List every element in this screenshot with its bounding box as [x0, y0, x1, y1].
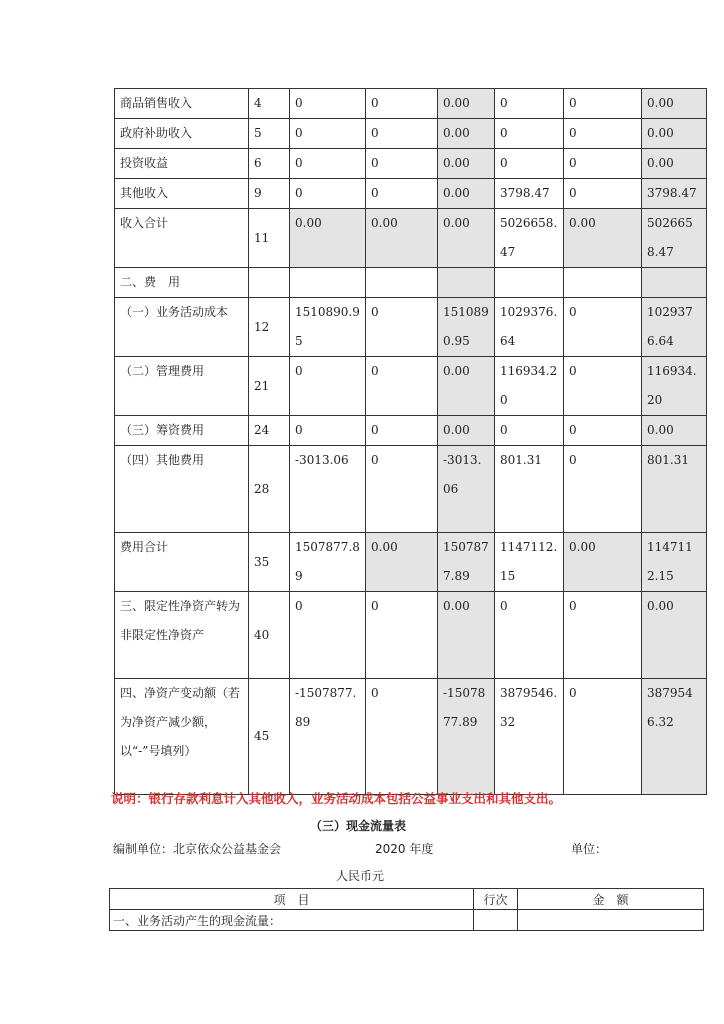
table-row	[115, 679, 707, 795]
cell-c5: 0	[564, 89, 642, 119]
cell-c2: 0	[366, 89, 438, 119]
cell-c1: 0	[290, 119, 366, 149]
line-number: 12	[249, 298, 290, 357]
cell-c3: 0.00	[438, 89, 495, 119]
cell-c6: 1147112.15	[642, 533, 707, 592]
cell-c4: 5026658.47	[495, 209, 564, 268]
line-number: 24	[249, 416, 290, 446]
cell-c3: 0.00	[438, 357, 495, 416]
table-row	[115, 298, 707, 357]
cell-c4: 3879546.32	[495, 679, 564, 795]
row-label: 其他收入	[115, 179, 249, 209]
line-number: 6	[249, 149, 290, 179]
cell-c1: 0	[290, 89, 366, 119]
cell-c2: 0	[366, 119, 438, 149]
table-header-row	[110, 889, 704, 910]
cash-flow-row-line	[474, 910, 518, 931]
cash-flow-row-label: 一、业务活动产生的现金流量：	[110, 910, 474, 931]
line-number	[249, 268, 290, 298]
cash-flow-title: （三）现金流量表	[310, 819, 407, 833]
cell-c4: 0	[495, 89, 564, 119]
cell-c2: 0	[366, 679, 438, 795]
row-label: 商品销售收入	[115, 89, 249, 119]
cell-c1: 0	[290, 357, 366, 416]
cell-c3: 0.00	[438, 416, 495, 446]
row-label: 投资收益	[115, 149, 249, 179]
cell-c3: 0.00	[438, 149, 495, 179]
row-label: （三）筹资费用	[115, 416, 249, 446]
table-row	[115, 209, 707, 268]
cell-c2: 0	[366, 179, 438, 209]
cell-c3: 0.00	[438, 209, 495, 268]
table-row	[115, 446, 707, 533]
line-number: 5	[249, 119, 290, 149]
cell-c5: 0	[564, 446, 642, 533]
cash-flow-table	[109, 888, 704, 931]
table-row	[115, 179, 707, 209]
cell-c4: 0	[495, 416, 564, 446]
cell-c5: 0	[564, 416, 642, 446]
cell-c1: 0	[290, 416, 366, 446]
cash-flow-row-amount	[518, 910, 704, 931]
cell-c4: 3798.47	[495, 179, 564, 209]
cell-c4: 1147112.15	[495, 533, 564, 592]
cell-c4: 0	[495, 149, 564, 179]
cell-c1	[290, 268, 366, 298]
cell-c3: -3013.06	[438, 446, 495, 533]
cell-c2: 0	[366, 446, 438, 533]
table-row	[115, 89, 707, 119]
cell-c3: 1510890.95	[438, 298, 495, 357]
table-row	[115, 149, 707, 179]
cell-c2: 0	[366, 298, 438, 357]
cell-c1: 0	[290, 149, 366, 179]
row-label: 二、费 用	[115, 268, 249, 298]
cell-c3: 0.00	[438, 119, 495, 149]
table-row	[115, 119, 707, 149]
cell-c6: 0.00	[642, 592, 707, 679]
line-number: 45	[249, 679, 290, 795]
header-line: 行次	[474, 889, 518, 910]
unit-label: 单位：	[571, 842, 608, 856]
cell-c2: 0	[366, 357, 438, 416]
row-label: （二）管理费用	[115, 357, 249, 416]
line-number: 35	[249, 533, 290, 592]
cell-c5: 0.00	[564, 533, 642, 592]
line-number: 40	[249, 592, 290, 679]
table-row	[115, 357, 707, 416]
line-number: 9	[249, 179, 290, 209]
report-year: 2020 年度	[375, 842, 434, 856]
row-label: 四、净资产变动额（若为净资产减少额，以“-”号填列）	[115, 679, 249, 795]
cell-c3: -1507877.89	[438, 679, 495, 795]
cell-c5: 0	[564, 179, 642, 209]
cell-c5: 0	[564, 357, 642, 416]
table-row	[115, 416, 707, 446]
header-item: 项 目	[110, 889, 474, 910]
cell-c3: 0.00	[438, 179, 495, 209]
row-label: （一）业务活动成本	[115, 298, 249, 357]
cell-c2: 0.00	[366, 533, 438, 592]
cell-c4: 0	[495, 592, 564, 679]
activity-statement-table	[114, 88, 707, 795]
row-label: 政府补助收入	[115, 119, 249, 149]
row-label: 费用合计	[115, 533, 249, 592]
cell-c5: 0	[564, 298, 642, 357]
cell-c6	[642, 268, 707, 298]
cell-c4	[495, 268, 564, 298]
cell-c4: 1029376.64	[495, 298, 564, 357]
row-label: 收入合计	[115, 209, 249, 268]
cell-c5	[564, 268, 642, 298]
cell-c6: 116934.20	[642, 357, 707, 416]
cell-c2: 0	[366, 416, 438, 446]
line-number: 21	[249, 357, 290, 416]
cell-c6: 0.00	[642, 89, 707, 119]
cell-c6: 3879546.32	[642, 679, 707, 795]
cell-c1: 0	[290, 592, 366, 679]
cell-c1: 0.00	[290, 209, 366, 268]
cell-c2: 0	[366, 149, 438, 179]
prepared-by: 编制单位：北京依众公益基金会	[113, 842, 282, 856]
cell-c3	[438, 268, 495, 298]
note-text: 说明：银行存款利息计入其他收入，业务活动成本包括公益事业支出和其他支出。	[111, 791, 562, 806]
table-row	[110, 910, 704, 931]
cell-c6: 3798.47	[642, 179, 707, 209]
cell-c6: 0.00	[642, 119, 707, 149]
table-row	[115, 592, 707, 679]
cell-c2: 0.00	[366, 209, 438, 268]
cell-c4: 801.31	[495, 446, 564, 533]
table-row	[115, 268, 707, 298]
header-amount: 金 额	[518, 889, 704, 910]
row-label: 三、限定性净资产转为非限定性净资产	[115, 592, 249, 679]
line-number: 28	[249, 446, 290, 533]
cell-c1: 1507877.89	[290, 533, 366, 592]
cell-c6: 0.00	[642, 416, 707, 446]
cell-c5: 0.00	[564, 209, 642, 268]
cell-c6: 0.00	[642, 149, 707, 179]
cell-c6: 5026658.47	[642, 209, 707, 268]
row-label: （四）其他费用	[115, 446, 249, 533]
cell-c2	[366, 268, 438, 298]
cell-c6: 1029376.64	[642, 298, 707, 357]
cell-c5: 0	[564, 592, 642, 679]
cell-c4: 116934.20	[495, 357, 564, 416]
cell-c1: -1507877.89	[290, 679, 366, 795]
cell-c4: 0	[495, 119, 564, 149]
table-row	[115, 533, 707, 592]
cell-c1: 0	[290, 179, 366, 209]
cell-c1: 1510890.95	[290, 298, 366, 357]
line-number: 11	[249, 209, 290, 268]
cell-c2: 0	[366, 592, 438, 679]
line-number: 4	[249, 89, 290, 119]
cell-c5: 0	[564, 679, 642, 795]
cell-c5: 0	[564, 149, 642, 179]
cell-c5: 0	[564, 119, 642, 149]
cell-c6: 801.31	[642, 446, 707, 533]
cell-c1: -3013.06	[290, 446, 366, 533]
cell-c3: 0.00	[438, 592, 495, 679]
cell-c3: 1507877.89	[438, 533, 495, 592]
currency-label: 人民币元	[336, 869, 385, 883]
